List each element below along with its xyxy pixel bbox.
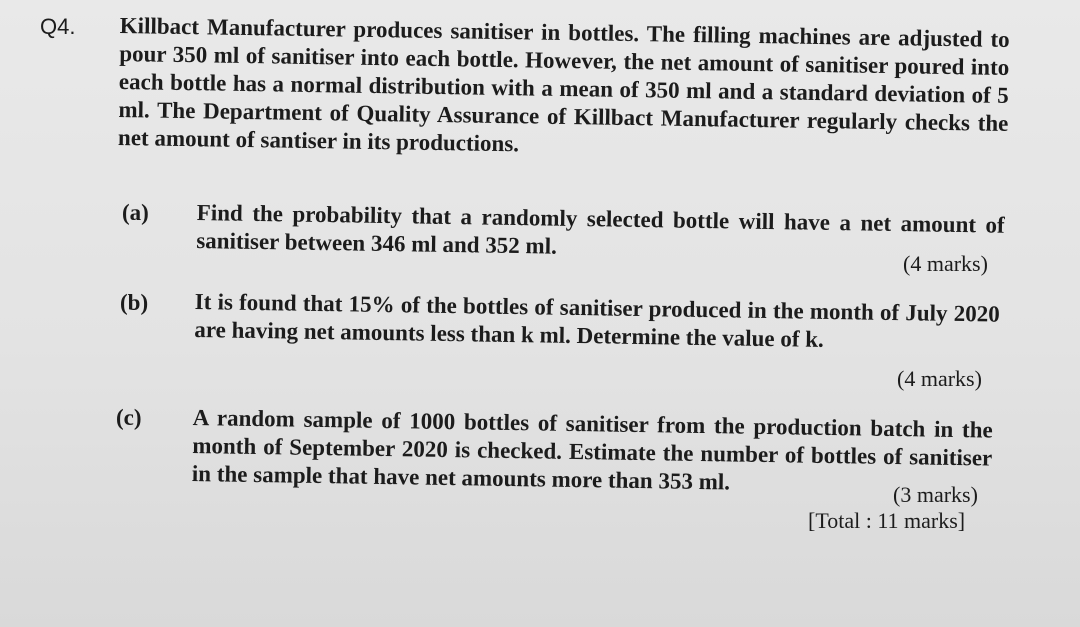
part-a-text: Find the probability that a randomly selected bottle will have a net amount of sanitiser between 346 ml and 352 ml. xyxy=(196,199,1005,259)
part-c-text: A random sample of 1000 bottles of sanitiser from the production batch in the month of September 2020 is checked. Estimate the number of bottles of sanitiser in the sample that have net amounts more than 353 ml. xyxy=(191,404,993,495)
total-marks: [Total : 11 marks] xyxy=(808,508,966,533)
question-number: Q4. xyxy=(40,14,76,39)
part-a-marks: (4 marks) xyxy=(903,251,988,276)
question-stem: Killbact Manufacturer produces sanitiser in bottles. The filling machines are adjusted to pour 350 ml of sanitiser into each bottle. However, the net amount of sanitiser poured into each bottle has a normal distribution with a mean of 350 ml and a standard deviation of 5 ml. The Department of Quality Assurance of Killbact Manufacturer regularly checks the net amount of santiser in its productions. xyxy=(117,12,1010,157)
part-c-marks: (3 marks) xyxy=(893,482,978,507)
part-a-label: (a) xyxy=(122,200,149,225)
part-b-marks: (4 marks) xyxy=(897,366,982,391)
part-b-label: (b) xyxy=(120,290,149,315)
part-b-text: It is found that 15% of the bottles of sanitiser produced in the month of July 2020 are having net amounts less than k ml. Determine the value of k. xyxy=(194,288,1000,352)
part-c-label: (c) xyxy=(116,405,142,430)
